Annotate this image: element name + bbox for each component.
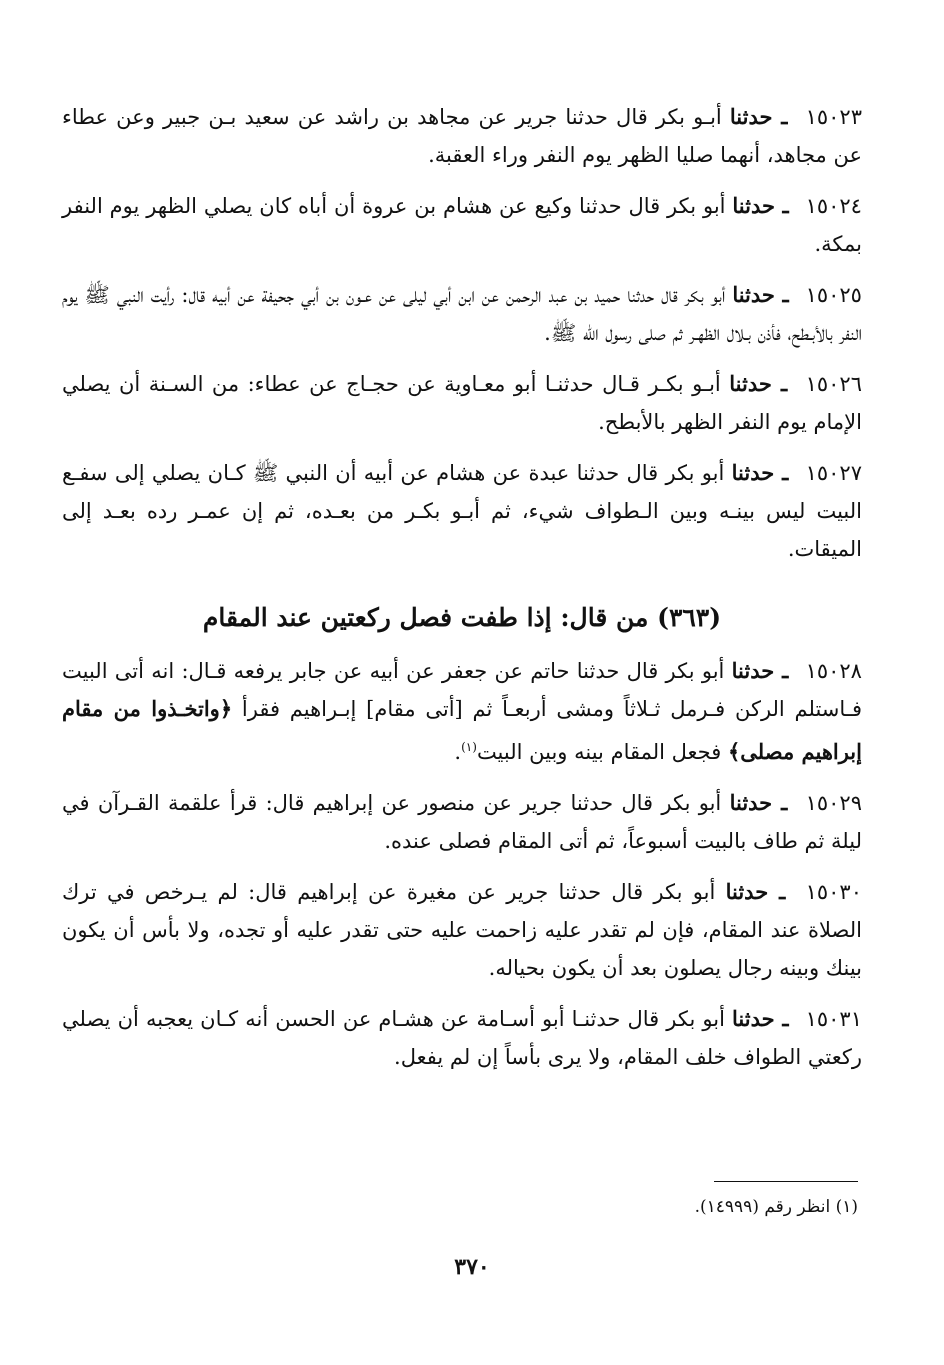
hadith-text: أبو بكر قال حدثنا عبدة عن هشام عن أبيه أن النبي ﷺ كـان يصلي إلى سفـع البيت ليس بينـه وبين الـطواف شيء، ثم أبـو بكـر من بعـده، ثم إن عمـر رده بعـد إلى الميقات. — [62, 461, 862, 561]
hadith-text: أبـو بكر قال حدثنا جرير عن مجاهد بن راشد عن سعيد بـن جبير وعن عطاء عن مجاهد، أنهما صليا الظهر يوم النفر وراء العقبة. — [62, 105, 862, 167]
hadith-paragraph — [62, 652, 862, 771]
hadith-paragraph — [62, 276, 862, 352]
end-mark: . — [454, 740, 462, 764]
hadith-text-continued: فجعل المقام بينه وبين البيت — [476, 740, 722, 764]
hadith-number: ١٥٠٢٣ — [805, 105, 862, 129]
footnote: (١) انظر رقم (١٤٩٩٩). — [694, 1197, 858, 1217]
hadith-text: أبو بكر قال حدثنا حميد بن عبد الرحمن عن ابن أبي ليلى عن عـون بن أبي جحيفة عن أبيه قال: رأيت النبي ﷺ يوم النفر بالأبـطح، فأذن بـلال الظهـر ثم صلى رسول الله ﷺ. — [62, 283, 862, 345]
haddathana-label: ـ حدثنا — [725, 879, 786, 904]
hadith-text: أبـو بكـر قـال حدثنـا أبو معـاوية عن حجـاج عن عطاء: من السـنة أن يصلي الإمام يوم النفر الظهر بالأبطح. — [62, 372, 862, 434]
hadith-paragraph — [62, 98, 862, 174]
haddathana-label: ـ حدثنا — [732, 282, 789, 307]
haddathana-label: ـ حدثنا — [732, 1006, 789, 1031]
hadith-text: أبو بكر قال حدثنا حاتم عن جعفر عن أبيه عن جابر يرفعه قـال: انه أتى البيت فـاستلم الركن فـرمل ثـلاثاً ومشى أربعـاً ثم [أتى مقام] إبـراهيم فقرأ — [62, 659, 862, 721]
hadith-paragraph — [62, 1000, 862, 1076]
hadith-number: ١٥٠٢٨ — [805, 659, 862, 683]
haddathana-label: ـ حدثنا — [729, 790, 788, 815]
hadith-text: أبو بكر قال حدثنا جرير عن منصور عن إبراهيم قال: قرأ علقمة القـرآن في ليلة ثم طاف بالبيت أسبوعاً، ثم أتى المقام فصلى عنده. — [62, 791, 862, 853]
hadith-number: ١٥٠٢٤ — [805, 194, 862, 218]
hadith-number: ١٥٠٢٩ — [805, 791, 862, 815]
haddathana-label: ـ حدثنا — [731, 658, 789, 683]
page-number: ٣٧٠ — [454, 1254, 490, 1280]
hadith-paragraph — [62, 873, 862, 987]
hadith-number: ١٥٠٢٥ — [805, 283, 862, 307]
hadith-number: ١٥٠٢٦ — [805, 372, 862, 396]
hadith-text: أبو بكر قال حدثنا جرير عن مغيرة عن إبراهيم قال: لم يـرخص في ترك الصلاة عند المقام، فإن لم تقدر عليه زاحمت عليه حتى تقدر عليه أو تجده، ولا بأس أن يكون بينك وبينه رجال يصلون بعد أن يكون بحياله. — [62, 880, 862, 980]
hadith-number: ١٥٠٣٠ — [805, 880, 862, 904]
haddathana-label: ـ حدثنا — [731, 460, 789, 485]
hadith-paragraph — [62, 187, 862, 263]
haddathana-label: ـ حدثنا — [732, 193, 789, 218]
hadith-paragraph — [62, 365, 862, 441]
footnote-reference: (١) — [461, 740, 477, 754]
quran-verse: ﴿واتخـذوا من مقام إبراهيم مصلى﴾ — [62, 696, 862, 764]
hadith-text: أبو بكر قال حدثنا وكيع عن هشام بن عروة أن أباه كان يصلي الظهر يوم النفر بمكة. — [62, 194, 862, 256]
haddathana-label: ـ حدثنا — [729, 371, 788, 396]
section-heading: (٣٦٣) من قال: إذا طفت فصل ركعتين عند المقام — [202, 603, 722, 632]
haddathana-label: ـ حدثنا — [729, 104, 788, 129]
hadith-paragraph — [62, 784, 862, 860]
footnote-divider — [714, 1181, 858, 1182]
hadith-number: ١٥٠٢٧ — [805, 461, 862, 485]
hadith-text: أبو بكر قال حدثنـا أبو أسـامة عن هشـام عن الحسن أنه كـان يعجبه أن يصلي ركعتي الطواف خلف المقام، ولا يرى بأساً إن لم يفعل. — [62, 1007, 862, 1069]
hadith-number: ١٥٠٣١ — [805, 1007, 862, 1031]
hadith-paragraph — [62, 454, 862, 568]
